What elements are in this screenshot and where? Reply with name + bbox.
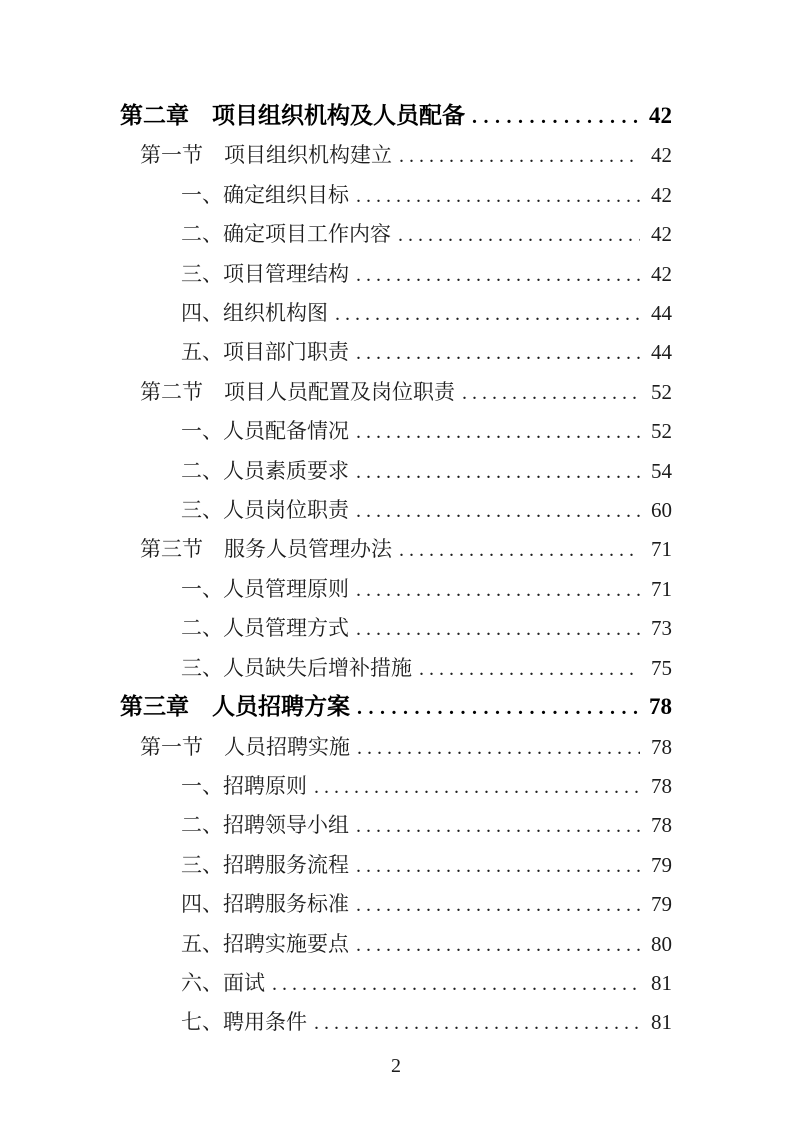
toc-entry-title: 第二章 项目组织机构及人员配备 [120,103,465,128]
toc-entry-title: 一、人员管理原则 [181,576,349,601]
toc-entry-title: 三、项目管理结构 [181,261,349,286]
toc-entry-page-number: 71 [651,537,672,562]
toc-entry-page-number: 80 [651,931,672,956]
dot-leader [356,806,640,845]
toc-entry-page-number: 78 [649,694,672,720]
toc-entry [120,885,672,924]
toc-entry-page-number: 71 [651,576,672,601]
toc-entry-title: 第三章 人员招聘方案 [120,694,350,720]
dot-leader [398,215,640,254]
toc-entry-page-number: 42 [651,222,672,247]
toc-entry-title: 一、确定组织目标 [181,182,349,207]
toc-entry [120,846,672,885]
dot-leader [314,1003,640,1042]
toc-entry [120,255,672,294]
dot-leader [356,452,640,491]
toc-entry-page-number: 75 [651,655,672,680]
dot-leader [356,333,640,372]
page-footer [120,1052,672,1080]
toc-entry-page-number: 79 [651,892,672,917]
toc-entry-page-number: 42 [651,143,672,168]
toc-entry-title: 二、确定项目工作内容 [181,222,391,247]
toc-entry-title: 四、招聘服务标准 [181,892,349,917]
dot-leader [335,294,640,333]
toc-entry-title: 三、招聘服务流程 [181,852,349,877]
dot-leader [356,609,640,648]
toc-entry [120,728,672,767]
dot-leader [399,530,640,569]
toc-entry-page-number: 60 [651,498,672,523]
toc-entry [120,373,672,412]
toc-entry-title: 六、面试 [181,970,265,995]
dot-leader [357,688,640,727]
toc-entry-page-number: 42 [651,182,672,207]
dot-leader [462,373,640,412]
toc-entry-title: 一、人员配备情况 [181,419,349,444]
dot-leader [356,885,640,924]
toc-entry-page-number: 42 [651,261,672,286]
toc-entry-page-number: 52 [651,419,672,444]
toc-entry-page-number: 44 [651,301,672,326]
toc-entry [120,767,672,806]
dot-leader [356,412,640,451]
toc-entry [120,530,672,569]
toc-entry-page-number: 78 [651,773,672,798]
toc-entry-page-number: 81 [651,1010,672,1035]
toc-entry [120,649,672,688]
toc-entry-title: 四、组织机构图 [181,301,328,326]
toc-entry-page-number: 73 [651,616,672,641]
toc-entry-title: 二、招聘领导小组 [181,813,349,838]
toc-entry [120,609,672,648]
dot-leader [472,97,640,136]
dot-leader [357,728,640,767]
dot-leader [356,255,640,294]
dot-leader [399,136,640,175]
toc-entry-title: 第一节 人员招聘实施 [140,734,350,759]
dot-leader [272,964,640,1003]
toc-entry-title: 二、人员管理方式 [181,616,349,641]
toc-entry-title: 二、人员素质要求 [181,458,349,483]
toc-entry [120,333,672,372]
toc-entry-page-number: 79 [651,852,672,877]
toc-entry [120,136,672,175]
toc-entry-title: 第一节 项目组织机构建立 [140,143,392,168]
toc-entry [120,964,672,1003]
dot-leader [356,570,640,609]
toc-entry-page-number: 78 [651,813,672,838]
toc-entry-page-number: 44 [651,340,672,365]
toc-entry [120,1003,672,1042]
toc-entry-page-number: 42 [649,103,672,128]
toc-entry-page-number: 78 [651,734,672,759]
toc-entry-title: 一、招聘原则 [181,773,307,798]
toc-entry [120,412,672,451]
toc-entry [120,570,672,609]
toc-entry [120,688,672,727]
toc-entry-page-number: 54 [651,458,672,483]
dot-leader [419,649,640,688]
toc-entry-title: 第二节 项目人员配置及岗位职责 [140,379,455,404]
toc-entry [120,176,672,215]
toc-entry [120,294,672,333]
footer-page-number: 2 [391,1054,401,1077]
dot-leader [356,176,640,215]
toc-entry-title: 三、人员岗位职责 [181,498,349,523]
toc-entry [120,97,672,136]
dot-leader [356,846,640,885]
toc-entry-title: 三、人员缺失后增补措施 [181,655,412,680]
toc-entry [120,925,672,964]
table-of-contents [120,97,672,1043]
toc-entry-title: 五、项目部门职责 [181,340,349,365]
toc-entry [120,491,672,530]
dot-leader [356,925,640,964]
dot-leader [356,491,640,530]
dot-leader [314,767,640,806]
toc-entry-title: 七、聘用条件 [181,1010,307,1035]
toc-entry-page-number: 81 [651,970,672,995]
toc-entry [120,806,672,845]
toc-entry-title: 第三节 服务人员管理办法 [140,537,392,562]
toc-entry-page-number: 52 [651,379,672,404]
toc-entry-title: 五、招聘实施要点 [181,931,349,956]
toc-entry [120,215,672,254]
toc-entry [120,452,672,491]
